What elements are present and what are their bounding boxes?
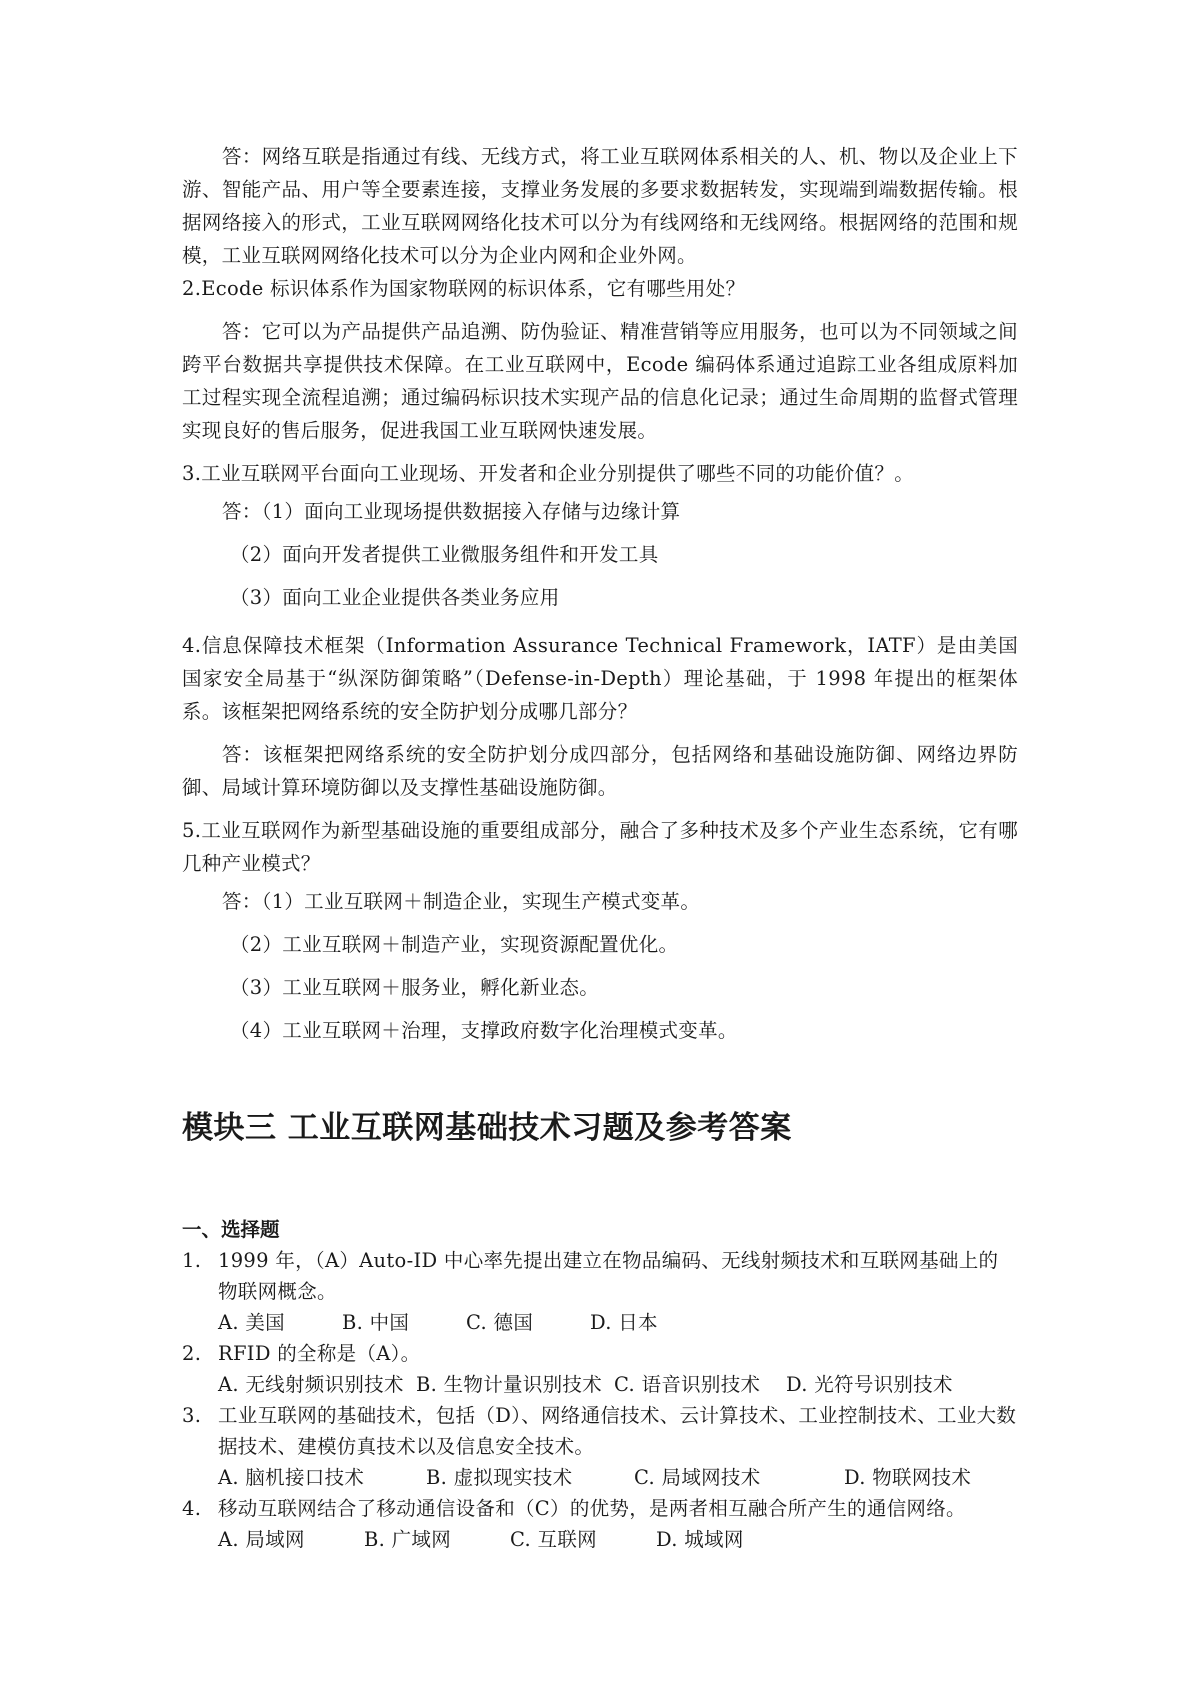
mcq-option: B. 中国 <box>342 1311 410 1334</box>
mcq-list <box>182 1245 1018 1555</box>
answer-3-item-3: （3）面向工业企业提供各类业务应用 <box>230 586 560 609</box>
mcq-text: 移动互联网结合了移动通信设备和（C）的优势，是两者相互融合所产生的通信网络。 <box>218 1497 966 1520</box>
mcq-option: C. 语音识别技术 <box>614 1373 761 1396</box>
mcq-options <box>182 1524 1018 1555</box>
answer-3-item-1: 答：（1）面向工业现场提供数据接入存储与边缘计算 <box>222 500 681 523</box>
question-4: 4.信息保障技术框架（Information Assurance Technical Framework，IATF）是由美国国家安全局基于“纵深防御策略”（Defense-in-Depth）理论基础，于 1998 年提出的框架体系。该框架把网络系统的安全防护划分成哪几部分？ <box>182 634 1018 723</box>
mcq-number: 1. <box>182 1249 202 1272</box>
answer-5-item-2: （2）工业互联网＋制造产业，实现资源配置优化。 <box>230 933 679 956</box>
mcq-number: 2. <box>182 1342 202 1365</box>
mcq-question <box>182 1493 1018 1524</box>
mcq-option: D. 城域网 <box>656 1528 744 1551</box>
mcq-number: 4. <box>182 1497 202 1520</box>
document-page <box>182 140 1018 1555</box>
mcq-options <box>182 1462 1018 1493</box>
mcq-options <box>182 1369 1018 1400</box>
answer-2: 答：它可以为产品提供产品追溯、防伪验证、精准营销等应用服务，也可以为不同领域之间跨平台数据共享提供技术保障。在工业互联网中，Ecode 编码体系通过追踪工业各组成原料加工过程实现全流程追溯；通过编码标识技术实现产品的信息化记录；通过生命周期的监督式管理实现良好的售后服务，促进我国工业互联网快速发展。 <box>182 320 1018 442</box>
mcq-option: C. 德国 <box>466 1311 534 1334</box>
mcq-text: 1999 年，（A）Auto-ID 中心率先提出建立在物品编码、无线射频技术和互联网基础上的物联网概念。 <box>218 1249 999 1303</box>
mcq-option: D. 光符号识别技术 <box>786 1373 953 1396</box>
spacer <box>182 619 1018 629</box>
mcq-text: RFID 的全称是（A）。 <box>218 1342 421 1365</box>
answer-4: 答：该框架把网络系统的安全防护划分成四部分，包括网络和基础设施防御、网络边界防御、局域计算环境防御以及支撑性基础设施防御。 <box>182 743 1018 799</box>
answer-3-item-2: （2）面向开发者提供工业微服务组件和开发工具 <box>230 543 659 566</box>
mcq-options <box>182 1307 1018 1338</box>
spacer <box>182 305 1018 315</box>
mcq-text: 工业互联网的基础技术，包括（D）、网络通信技术、云计算技术、工业控制技术、工业大数据技术、建模仿真技术以及信息安全技术。 <box>218 1404 1017 1458</box>
mcq-option: C. 局域网技术 <box>634 1466 761 1489</box>
mcq-option: A. 无线射频识别技术 <box>218 1373 404 1396</box>
question-3: 3.工业互联网平台面向工业现场、开发者和企业分别提供了哪些不同的功能价值？。 <box>182 462 915 485</box>
section-heading: 一、选择题 <box>182 1218 280 1241</box>
answer-5-item-3: （3）工业互联网＋服务业，孵化新业态。 <box>230 976 600 999</box>
spacer <box>182 804 1018 814</box>
spacer <box>182 728 1018 738</box>
mcq-option: A. 局域网 <box>218 1528 305 1551</box>
answer-5-item-1: 答：（1）工业互联网＋制造企业，实现生产模式变革。 <box>222 890 701 913</box>
question-2: 2.Ecode 标识体系作为国家物联网的标识体系，它有哪些用处？ <box>182 277 746 300</box>
spacer <box>182 447 1018 457</box>
answer-5-item-4: （4）工业互联网＋治理，支撑政府数字化治理模式变革。 <box>230 1019 738 1042</box>
mcq-question <box>182 1338 1018 1369</box>
mcq-number: 3. <box>182 1404 202 1427</box>
mcq-option: B. 生物计量识别技术 <box>416 1373 603 1396</box>
mcq-option: A. 脑机接口技术 <box>218 1466 365 1489</box>
mcq-question <box>182 1400 1018 1462</box>
question-5: 5.工业互联网作为新型基础设施的重要组成部分，融合了多种技术及多个产业生态系统，它有哪几种产业模式？ <box>182 819 1018 875</box>
mcq-question <box>182 1245 1018 1307</box>
module-heading: 模块三 工业互联网基础技术习题及参考答案 <box>182 1110 792 1146</box>
mcq-option: B. 虚拟现实技术 <box>426 1466 573 1489</box>
answer-paragraph-1: 答：网络互联是指通过有线、无线方式，将工业互联网体系相关的人、机、物以及企业上下游、智能产品、用户等全要素连接，支撑业务发展的多要求数据转发，实现端到端数据传输。根据网络接入的形式，工业互联网网络化技术可以分为有线网络和无线网络。根据网络的范围和规模，工业互联网网络化技术可以分为企业内网和企业外网。 <box>182 145 1018 267</box>
mcq-option: B. 广域网 <box>364 1528 452 1551</box>
mcq-option: D. 日本 <box>590 1311 658 1334</box>
mcq-option: A. 美国 <box>218 1311 285 1334</box>
mcq-option: C. 互联网 <box>510 1528 597 1551</box>
mcq-option: D. 物联网技术 <box>844 1466 972 1489</box>
